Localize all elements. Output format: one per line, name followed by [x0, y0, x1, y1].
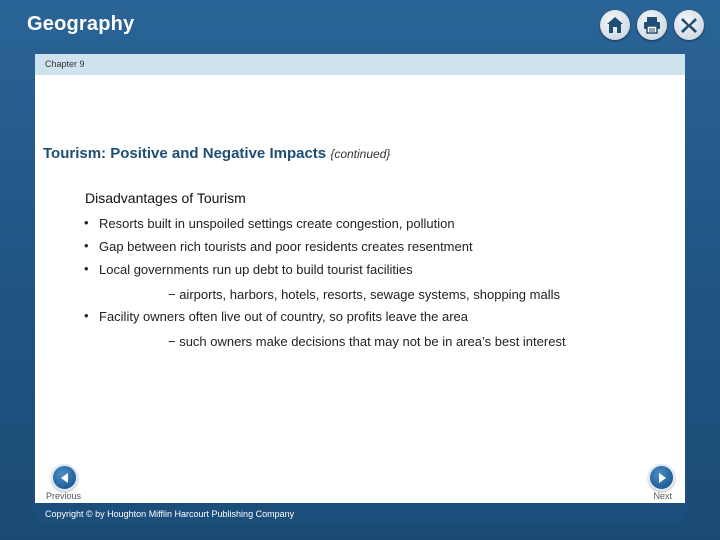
sub-item: − such owners make decisions that may not be in area’s best interest [168, 334, 566, 349]
bullet-item [84, 216, 455, 231]
bullet-text: Local governments run up debt to build tourist facilities [99, 262, 413, 277]
slide-title-text: Tourism: Positive and Negative Impacts [43, 145, 327, 162]
app-title: Geography [27, 13, 135, 35]
bullet-text: Gap between rich tourists and poor residents creates resentment [99, 239, 473, 254]
previous-button[interactable] [51, 464, 78, 491]
chapter-label: Chapter 9 [45, 59, 85, 69]
chapter-bar [35, 54, 685, 75]
slide-title [43, 145, 390, 162]
bullet-text: Resorts built in unspoiled settings create congestion, pollution [99, 216, 455, 231]
next-label: Next [653, 491, 672, 501]
close-button[interactable] [674, 10, 704, 40]
arrow-left-icon [59, 472, 71, 484]
sub-item: − airports, harbors, hotels, resorts, sewage systems, shopping malls [168, 287, 560, 302]
section-heading: Disadvantages of Tourism [85, 190, 246, 206]
footer-bar [35, 503, 685, 525]
bullet-item [84, 262, 413, 277]
next-button[interactable] [648, 464, 675, 491]
slide-content [35, 54, 685, 503]
home-button[interactable] [600, 10, 630, 40]
copyright-text: Copyright © by Houghton Mifflin Harcourt Publishing Company [45, 509, 295, 519]
arrow-right-icon [656, 472, 668, 484]
print-button[interactable] [637, 10, 667, 40]
printer-icon [642, 15, 662, 35]
bullet-item [84, 309, 468, 324]
toolbar [600, 10, 704, 40]
bullet-text: Facility owners often live out of country, so profits leave the area [99, 309, 468, 324]
slide-title-note: {continued} [330, 147, 391, 161]
close-icon [679, 15, 699, 35]
home-icon [605, 15, 625, 35]
previous-label: Previous [46, 491, 82, 501]
bullet-item [84, 239, 473, 254]
